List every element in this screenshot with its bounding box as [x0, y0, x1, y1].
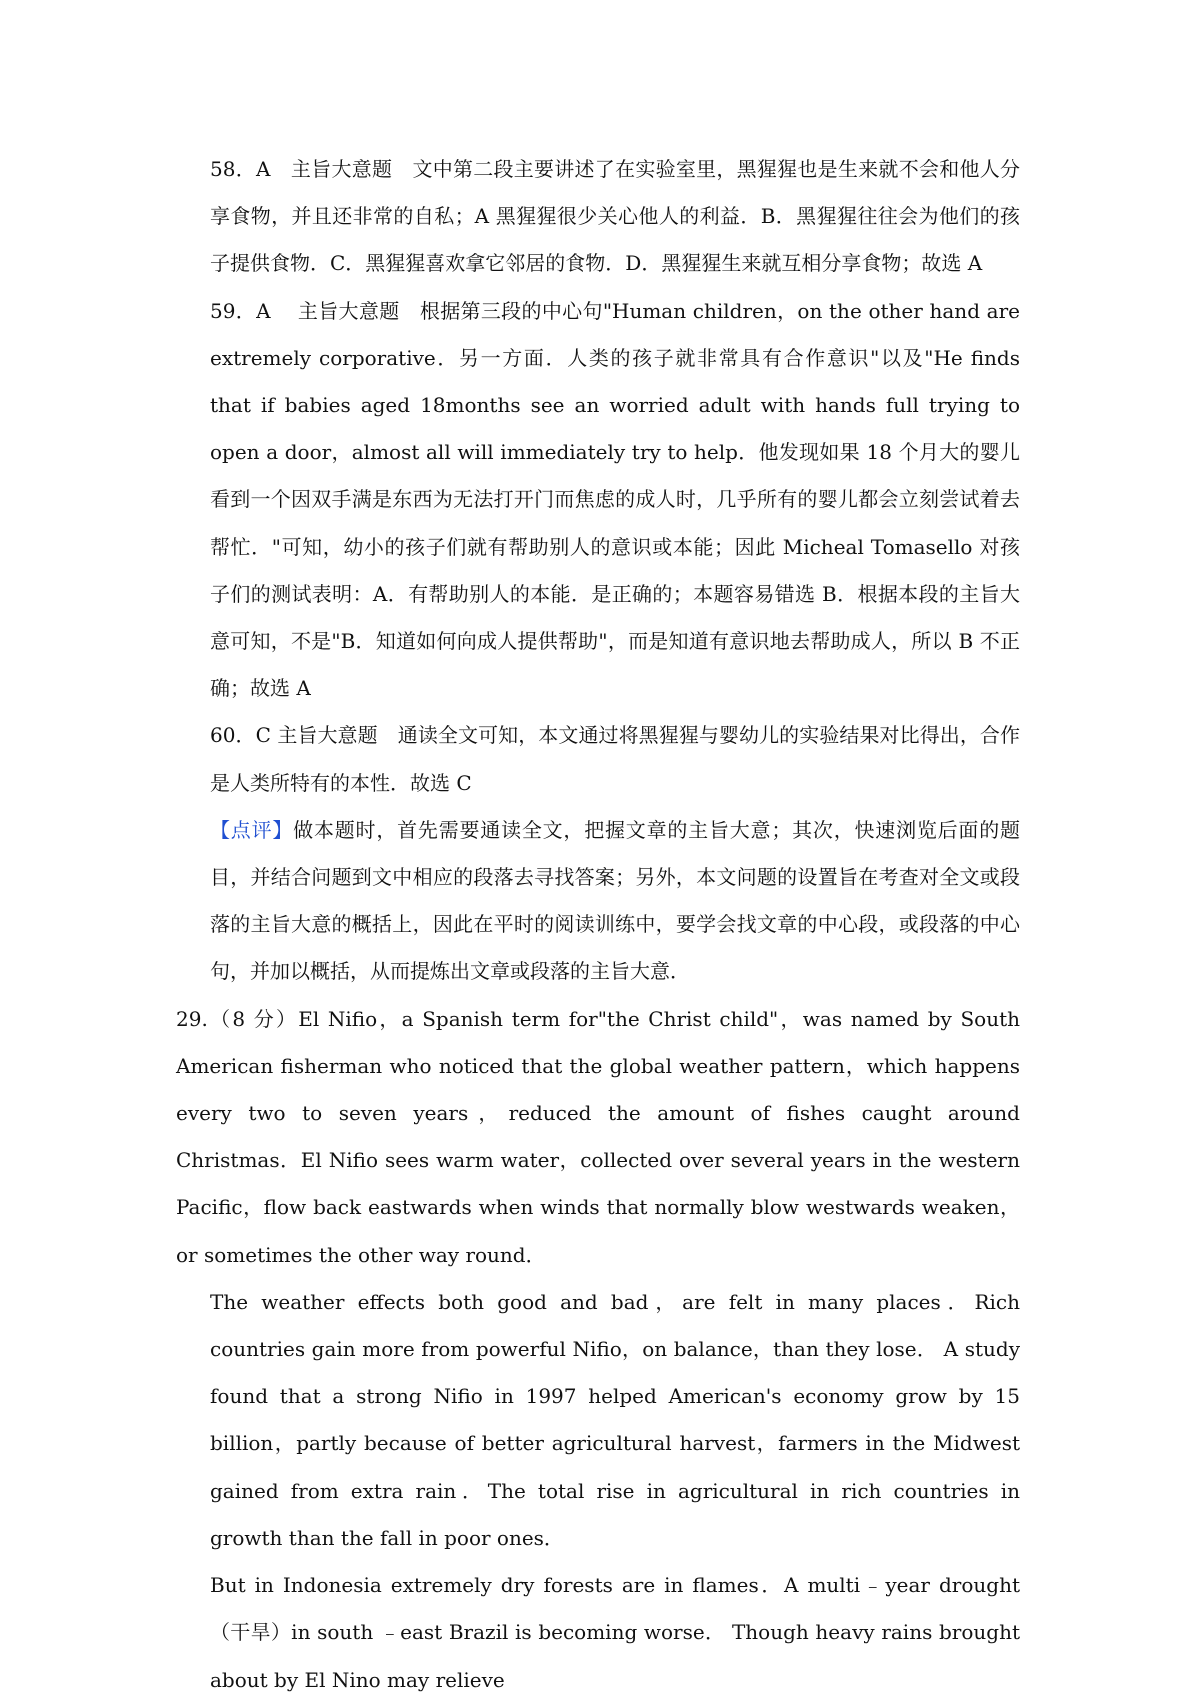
comment-label: 【点评】 — [210, 817, 294, 842]
answer-58: 58．A 主旨大意题 文中第二段主要讲述了在实验室里，黑猩猩也是生来就不会和他人分享食物，并且还非常的自私；A 黑猩猩很少关心他人的利益．B．黑猩猩往往会为他们的孩子提供食物．C．黑猩猩喜欢拿它邻居的食物．D．黑猩猩生来就互相分享食物；故选 A — [210, 157, 1020, 276]
answer-59: 59．A 主旨大意题 根据第三段的中心句"Human children，on the other hand are extremely corporative．另一方面．人类的孩子就非常具有合作意识"以及"He finds that if babies aged 18months see an worried adult with hands full trying to open a door，almost all will immediately try to help．他发现如果 18 个月大的婴儿看到一个因双手满是东西为无法打开门而焦虑的成人时，几乎所有的婴儿都会立刻尝试着去帮忙．"可知，幼小的孩子们就有帮助别人的意识或本能；因此 Micheal Tomasello 对孩子们的测试表明：A．有帮助别人的本能．是正确的；本题容易错选 B．根据本段的主旨大意可知，不是"B．知道如何向成人提供帮助"，而是知道有意识地去帮助成人，所以 B 不正确；故选 A — [210, 298, 1020, 701]
comment-text: 做本题时，首先需要通读全文，把握文章的主旨大意；其次，快速浏览后面的题目，并结合问题到文中相应的段落去寻找答案；另外，本文问题的设置旨在考查对全文或段落的主旨大意的概括上，因此在平时的阅读训练中，要学会找文章的中心段，或段落的中心句，并加以概括，从而提炼出文章或段落的主旨大意． — [210, 817, 1021, 984]
question-29-paragraph-3: But in Indonesia extremely dry forests are in flames．A multi﹣year drought （干旱）in south ﹣east Brazil is becoming worse． Though heavy rains brought about by El Nino may relieve — [210, 1573, 1020, 1692]
answer-60: 60．C 主旨大意题 通读全文可知，本文通过将黑猩猩与婴幼儿的实验结果对比得出，合作是人类所特有的本性．故选 C — [210, 723, 1020, 795]
question-29-paragraph-1 — [176, 996, 1020, 1279]
comment-paragraph — [210, 807, 1020, 996]
document-body — [176, 146, 1021, 1704]
question-29-paragraph-2: The weather effects both good and bad，are felt in many places．Rich countries gain more from powerful Nifio，on balance，than they lose． A study found that a strong Nifio in 1997 helped American's economy grow by 15 billion，partly because of better agricultural harvest，farmers in the Midwest gained from extra rain．The total rise in agricultural in rich countries in growth than the fall in poor ones． — [210, 1289, 1020, 1550]
question-29-text-1: El Nifio，a Spanish term for"the Christ child"，was named by South American fisherman who noticed that the global weather pattern，which happens every two to seven years，reduced the amount of fishes caught around Christmas．El Nifio sees warm water，collected over several years in the western Pacific，flow back eastwards when winds that normally blow westwards weaken，or sometimes the other way round． — [176, 1006, 1021, 1267]
question-29-number: 29.（8 分） — [176, 1006, 299, 1031]
